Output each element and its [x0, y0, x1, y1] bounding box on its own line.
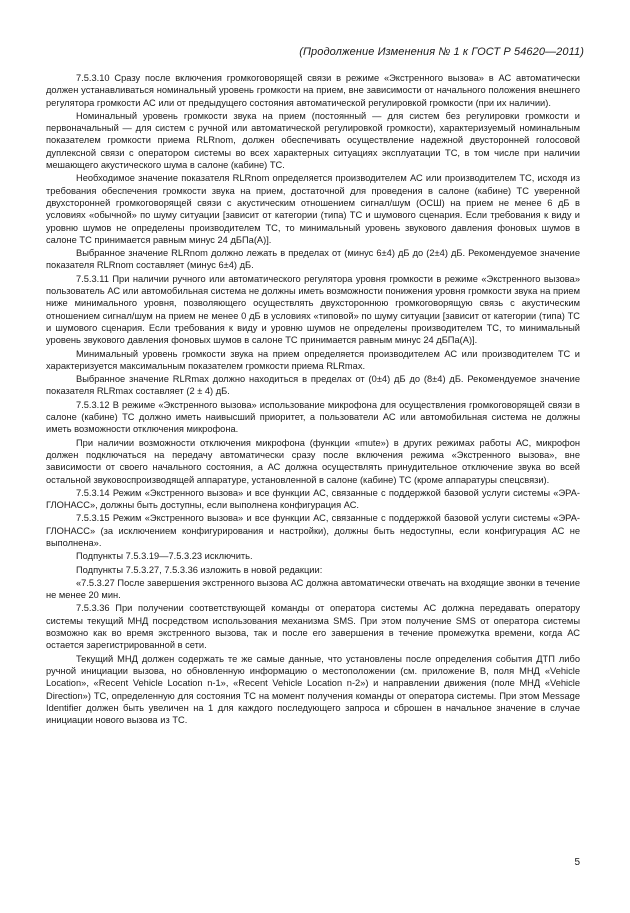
paragraph-7-5-3-12: 7.5.3.12 В режиме «Экстренного вызова» использование микрофона для осуществления громкоговорящей связи в салоне (кабине) ТС должно иметь наивысший приоритет, а пользователи АС или автомобильная система не должны иметь возможности отключения микрофона. [46, 399, 580, 435]
page-number: 5 [574, 857, 580, 868]
paragraph-7-5-3-27: «7.5.3.27 После завершения экстренного вызова АС должна автоматически отвечать на входящие звонки в течение не менее 20 мин. [46, 577, 580, 601]
running-header: (Продолжение Изменения № 1 к ГОСТ Р 54620—2011) [299, 46, 584, 58]
paragraph: При наличии возможности отключения микрофона (функции «mute») в других режимах работы АС, микрофон должен подключаться на передачу автоматически сразу после включения режима «Экстренного вызова», вне зависимости от своего начального состояния, а АС должна осуществлять принудительное отключение звука во всей остальной звуковоспроизводящей аппаратуре, установленной в салоне (кабине) ТС (кроме аппаратуры спецсвязи). [46, 437, 580, 485]
paragraph: Подпункты 7.5.3.27, 7.5.3.36 изложить в новой редакции: [76, 564, 323, 575]
paragraph-7-5-3-14: 7.5.3.14 Режим «Экстренного вызова» и все функции АС, связанные с поддержкой базовой услуги системы «ЭРА-ГЛОНАСС», должны быть доступны, если выполнена конфигурация АС. [46, 487, 580, 511]
paragraph: Выбранное значение RLRnom должно лежать в пределах от (минус 6±4) дБ до (2±4) дБ. Рекомендуемое значение показателя RLRnom составляет (минус 6±4) дБ. [46, 248, 580, 271]
paragraph: Минимальный уровень громкости звука на прием определяется производителем АС или производителем ТС и характеризуется максимальным показателем громкости приема RLRmax. [46, 348, 580, 371]
paragraph: Номинальный уровень громкости звука на прием (постоянный — для систем без регулировки громкости и первоначальный — для систем с ручной или автоматической регулировкой громкости), характеризуемый номинальным показателем громкости приема RLRnom, должен обеспечивать осуществление надежной двусторонней голосовой дуплексной связи с оператором системы во всех характерных ситуациях эксплуатации ТС, в том числе при наличии мешающего акустического шума в салоне (кабине) ТС. [46, 110, 580, 171]
paragraph-7-5-3-10: 7.5.3.10 Сразу после включения громкоговорящей связи в режиме «Экстренного вызова» в АС автоматически должен устанавливаться номинальный уровень громкости на прием, вне зависимости от начального положения внешнего регулятора громкости АС или от предыдущего состояния автоматической регулировкой громкости (при их наличии). [46, 73, 580, 108]
paragraph-7-5-3-15: 7.5.3.15 Режим «Экстренного вызова» и все функции АС, связанные с поддержкой базовой услуги системы «ЭРА-ГЛОНАСС» (за исключением конфигурирования и настройки), должны быть недоступны, если конфигурация АС не выполнена». [46, 513, 580, 548]
body-text [46, 72, 580, 726]
paragraph: Подпункты 7.5.3.19—7.5.3.23 исключить. [76, 551, 253, 562]
paragraph-7-5-3-36: 7.5.3.36 При получении соответствующей команды от оператора системы АС должна передавать оператору системы текущий МНД посредством использования механизма SMS. При этом получение SMS от оператора системы возможно как во время экстренного вызова, так и после его завершения в течение промежутка времени, когда АС остается зарегистрированной в сети. [46, 603, 580, 651]
paragraph-7-5-3-11: 7.5.3.11 При наличии ручного или автоматического регулятора уровня громкости в режиме «Экстренного вызова» пользователь АС или автомобильная система не должны иметь возможности понижения уровня громкости звука на прием ниже минимального уровня, позволяющего осуществлять двухстороннюю громкоговорящую связь с акустическим отношением сигнал/шум на прием не менее 0 дБ в условиях «типовой» по шуму ситуации [зависит от категории (типа) ТС и шумового сценария. Если требования к виду и уровню шумов не определены производителем ТС, то минимальный уровень звукового давления фоновых шумов в салоне ТС принимается равным минус 24 дБПа(А)]. [46, 273, 580, 346]
paragraph: Выбранное значение RLRmax должно находиться в пределах от (0±4) дБ до (8±4) дБ. Рекомендуемое значение показателя RLRmax составляет (2 ± 4) дБ. [46, 374, 580, 397]
paragraph: Текущий МНД должен содержать те же самые данные, что установлены после определения события ДТП либо ручной инициации вызова, но обновленную информацию о местоположении (см. приложение В, поля МНД «Vehicle Location», «Recent Vehicle Location n-1», «Recent Vehicle Location n-2») и направлении движения (поле МНД «Vehicle Direction») ТС, определенную для состояния ТС на момент получения команды от оператора системы. При этом Message Identifier должен быть увеличен на 1 для каждого последующего запроса и сброшен в начальное значение в случае инициации нового вызова из ТС. [46, 653, 580, 726]
paragraph: Необходимое значение показателя RLRnom определяется производителем АС или производителем ТС, исходя из требования обеспечения громкости звука на прием, достаточной для проведения в салоне (кабине) ТС уверенной двухсторонней громкоговорящей связи с акустическим отношением сигнал/шум (ОСШ) на прием не менее 6 дБ в условиях «обычной» по шуму ситуации [зависит от категории (типа) ТС и шумового сценария. Если требования к виду и уровню шумов не определены производителем ТС, то минимальный уровень звукового давления фоновых шумов в салоне ТС принимается равным минус 24 дБПа(А)]. [46, 173, 580, 245]
